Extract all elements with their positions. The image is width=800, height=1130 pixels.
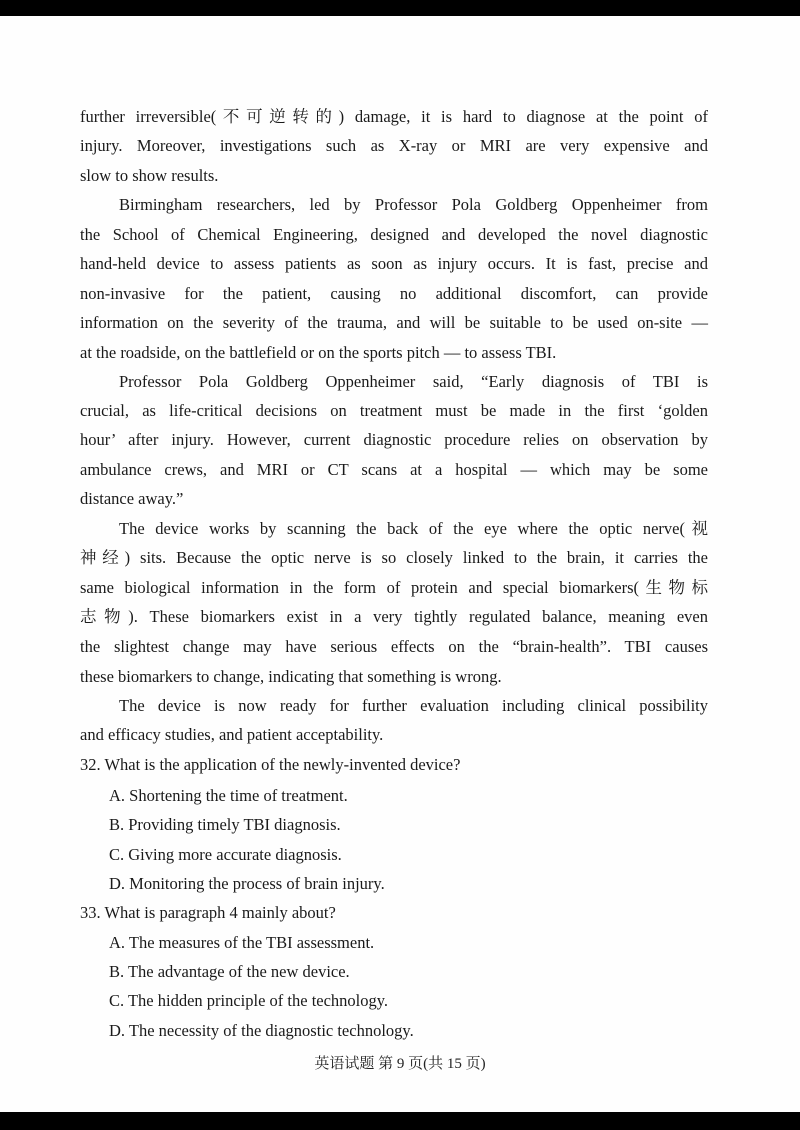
question-33-option-d: D. The necessity of the diagnostic technology. [109,1021,414,1040]
passage-line: 志物). These biomarkers exist in a very tightly regulated balance, meaning even [80,607,708,626]
passage-line: the slightest change may have serious effects on the “brain-health”. TBI causes [80,637,708,656]
passage-line: Birmingham researchers, led by Professor Pola Goldberg Oppenheimer from [119,195,708,214]
passage-line: information on the severity of the trauma, and will be suitable to be used on-site — [80,313,708,332]
passage-line: Professor Pola Goldberg Oppenheimer said, “Early diagnosis of TBI is [119,372,708,391]
question-32-option-c: C. Giving more accurate diagnosis. [109,845,342,864]
question-32-option-b: B. Providing timely TBI diagnosis. [109,815,341,834]
passage-line: crucial, as life-critical decisions on treatment must be made in the first ‘golden [80,401,708,420]
passage-line: non-invasive for the patient, causing no additional discomfort, can provide [80,284,708,303]
passage-line: 神经) sits. Because the optic nerve is so closely linked to the brain, it carries the [80,548,708,567]
question-33-option-c: C. The hidden principle of the technology. [109,991,389,1010]
bottom-black-border [0,1112,800,1130]
question-text: What is paragraph 4 mainly about? [104,903,336,922]
passage-line: same biological information in the form of protein and special biomarkers(生物标 [80,578,708,597]
passage-line: The device is now ready for further evaluation including clinical possibility [119,696,708,715]
passage-line: The device works by scanning the back of the eye where the optic nerve(视 [119,519,708,538]
passage-line: ambulance crews, and MRI or CT scans at a hospital — which may be some [80,460,708,479]
question-32-stem [80,755,708,775]
passage-line: the School of Chemical Engineering, designed and developed the novel diagnostic [80,225,708,244]
passage-line: injury. Moreover, investigations such as X-ray or MRI are very expensive and [80,136,708,155]
passage-line: hour’ after injury. However, current diagnostic procedure relies on observation by [80,430,708,449]
passage-line: slow to show results. [80,166,219,185]
passage-line: further irreversible(不可逆转的) damage, it is hard to diagnose at the point of [80,107,708,126]
question-number: 33. [80,903,101,922]
passage-line: and efficacy studies, and patient acceptability. [80,725,384,744]
question-text: What is the application of the newly-invented device? [104,755,461,774]
passage-line: at the roadside, on the battlefield or on the sports pitch — to assess TBI. [80,343,557,362]
question-number: 32. [80,755,101,774]
question-32-option-d: D. Monitoring the process of brain injury. [109,874,385,893]
question-33-option-a: A. The measures of the TBI assessment. [109,933,375,952]
question-32-option-a: A. Shortening the time of treatment. [109,786,348,805]
question-33-stem [80,903,708,923]
passage-line: distance away.” [80,489,184,508]
page-footer: 英语试题 第 9 页(共 15 页) [314,1056,486,1072]
passage-line: these biomarkers to change, indicating that something is wrong. [80,667,502,686]
passage-line: hand-held device to assess patients as soon as injury occurs. It is fast, precise and [80,254,708,273]
question-33-option-b: B. The advantage of the new device. [109,962,350,981]
